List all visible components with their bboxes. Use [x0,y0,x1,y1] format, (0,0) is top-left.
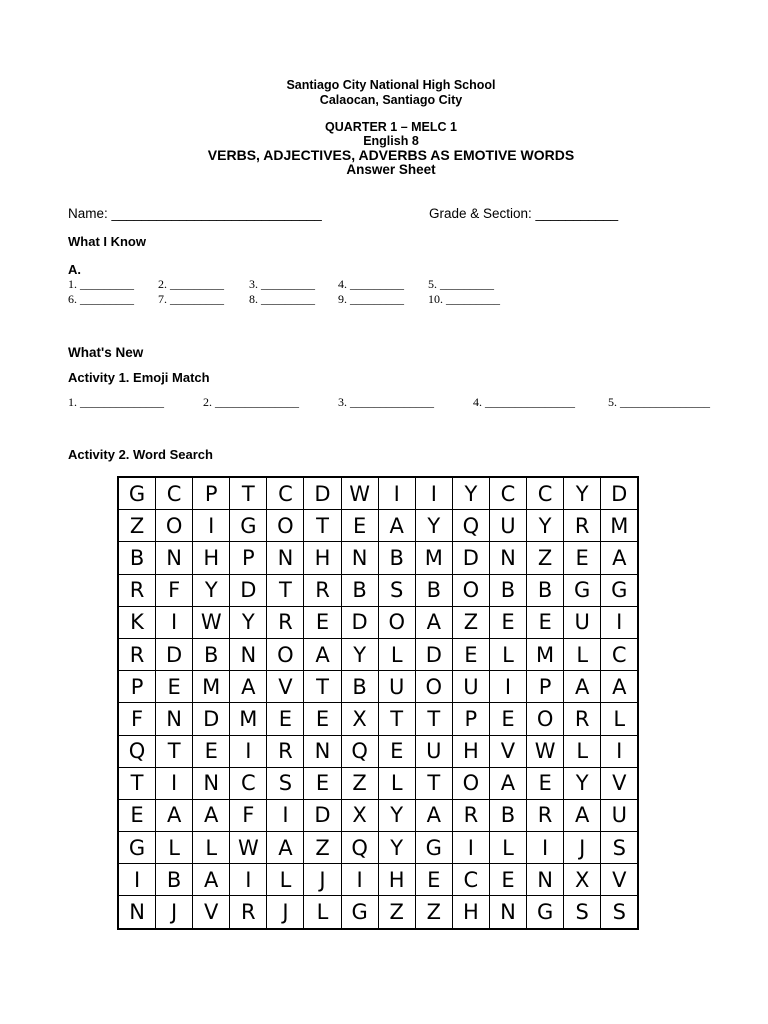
document-title: VERBS, ADJECTIVES, ADVERBS AS EMOTIVE WORDS [207,147,575,163]
grid-cell[interactable]: N [304,735,341,767]
grid-cell[interactable]: A [601,542,639,574]
grid-cell[interactable]: B [156,864,193,896]
grid-cell[interactable]: E [489,606,526,638]
grid-cell[interactable]: R [118,638,156,670]
grid-cell[interactable]: G [118,832,156,864]
quarter-header [0,120,768,148]
grid-cell[interactable]: F [118,703,156,735]
grid-cell[interactable]: E [304,767,341,799]
grid-cell[interactable]: Q [341,735,378,767]
grid-cell[interactable]: L [564,735,601,767]
grid-row [118,606,638,638]
grid-cell[interactable]: S [601,832,639,864]
grid-cell[interactable]: V [601,767,639,799]
grid-cell[interactable]: U [378,671,415,703]
grid-cell[interactable]: Z [341,767,378,799]
grid-cell[interactable]: T [304,671,341,703]
grid-cell[interactable]: S [267,767,304,799]
grid-cell[interactable]: I [341,864,378,896]
grid-cell[interactable]: T [118,767,156,799]
grid-cell[interactable]: O [267,638,304,670]
grid-cell[interactable]: E [267,703,304,735]
answer-blank-7: 7. _________ [158,292,224,306]
grid-cell[interactable]: J [267,896,304,929]
grid-cell[interactable]: Y [378,799,415,831]
grid-cell[interactable]: X [341,799,378,831]
grid-row [118,735,638,767]
grid-cell[interactable]: B [193,638,230,670]
answer-row-1 [68,277,494,292]
grid-cell[interactable]: B [489,574,526,606]
name-field: Name: ____________________________ [68,206,322,221]
grid-cell[interactable]: G [601,574,639,606]
answer-blank-3: 3. _________ [249,277,315,291]
grid-row [118,574,638,606]
grid-cell[interactable]: S [601,896,639,929]
grid-cell[interactable]: E [415,864,452,896]
grid-cell[interactable]: Y [378,832,415,864]
grid-cell[interactable]: X [341,703,378,735]
grid-cell[interactable]: Q [452,510,489,542]
grid-cell[interactable]: A [193,864,230,896]
grid-cell[interactable]: O [378,606,415,638]
grid-row [118,832,638,864]
grid-cell[interactable]: I [378,477,415,510]
grid-cell[interactable]: O [267,510,304,542]
grid-cell[interactable]: E [527,767,564,799]
grid-cell[interactable]: N [230,638,267,670]
grid-cell[interactable]: F [230,799,267,831]
subject-label: English 8 [363,134,419,148]
quarter-label: QUARTER 1 – MELC 1 [325,120,457,134]
grid-cell[interactable]: T [230,477,267,510]
grid-cell[interactable]: R [267,606,304,638]
answer-blank-1: 1. _________ [68,277,134,291]
grid-cell[interactable]: A [564,671,601,703]
grid-cell[interactable]: C [601,638,639,670]
grid-cell[interactable]: G [118,477,156,510]
grid-row [118,671,638,703]
answer-row-2 [68,292,500,307]
grid-cell[interactable]: V [601,864,639,896]
school-name: Santiago City National High School [286,78,496,92]
grid-cell[interactable]: P [527,671,564,703]
grid-cell[interactable]: R [527,799,564,831]
grid-cell[interactable]: I [489,671,526,703]
grid-cell[interactable]: I [230,735,267,767]
grid-cell[interactable]: L [564,638,601,670]
grid-cell[interactable]: E [341,510,378,542]
grid-cell[interactable]: Z [304,832,341,864]
grid-cell[interactable]: B [341,574,378,606]
grid-cell[interactable]: I [156,606,193,638]
grid-cell[interactable]: Y [527,510,564,542]
grid-cell[interactable]: A [193,799,230,831]
grid-cell[interactable]: Z [378,896,415,929]
grid-cell[interactable]: E [193,735,230,767]
grid-cell[interactable]: D [193,703,230,735]
grid-cell[interactable]: L [267,864,304,896]
grid-cell[interactable]: A [415,799,452,831]
grid-cell[interactable]: D [156,638,193,670]
grid-cell[interactable]: C [452,864,489,896]
grid-cell[interactable]: L [304,896,341,929]
grid-cell[interactable]: W [341,477,378,510]
grid-cell[interactable]: T [156,735,193,767]
grid-cell[interactable]: C [230,767,267,799]
grid-cell[interactable]: R [452,799,489,831]
grid-cell[interactable]: R [267,735,304,767]
grid-cell[interactable]: Z [452,606,489,638]
grid-cell[interactable]: M [527,638,564,670]
grid-cell[interactable]: V [193,896,230,929]
grid-cell[interactable]: T [415,767,452,799]
grid-cell[interactable]: Z [118,510,156,542]
grid-cell[interactable]: B [378,542,415,574]
school-header [0,78,768,108]
grid-row [118,799,638,831]
school-address: Calaocan, Santiago City [319,93,463,107]
grid-cell[interactable]: E [304,606,341,638]
grid-cell[interactable]: I [601,606,639,638]
grid-cell[interactable]: W [527,735,564,767]
grid-cell[interactable]: Y [415,510,452,542]
grid-cell[interactable]: N [156,542,193,574]
grid-cell[interactable]: B [415,574,452,606]
grid-cell[interactable]: T [415,703,452,735]
grid-cell[interactable]: N [118,896,156,929]
grid-cell[interactable]: E [489,864,526,896]
grid-cell[interactable]: E [489,703,526,735]
what-i-know-heading: What I Know [68,234,146,249]
activity-2-title: Activity 2. Word Search [68,447,213,462]
document-subtitle: Answer Sheet [346,162,436,177]
grid-cell[interactable]: V [489,735,526,767]
grid-cell[interactable]: L [378,767,415,799]
grid-cell[interactable]: P [452,703,489,735]
grid-cell[interactable]: L [601,703,639,735]
grid-cell[interactable]: N [156,703,193,735]
grid-cell[interactable]: H [304,542,341,574]
grid-cell[interactable]: Y [230,606,267,638]
grid-cell[interactable]: U [452,671,489,703]
word-search-grid [117,476,639,930]
grid-cell[interactable]: L [489,638,526,670]
grid-cell[interactable]: M [230,703,267,735]
grid-cell[interactable]: J [304,864,341,896]
grid-cell[interactable]: T [378,703,415,735]
answer-blank-6: 6. _________ [68,292,134,306]
grid-row [118,542,638,574]
grid-cell[interactable]: S [564,896,601,929]
grid-cell[interactable]: I [452,832,489,864]
grid-cell[interactable]: P [230,542,267,574]
grid-cell[interactable]: I [601,735,639,767]
grid-cell[interactable]: M [601,510,639,542]
grid-cell[interactable]: A [230,671,267,703]
grid-cell[interactable]: D [341,606,378,638]
grid-cell[interactable]: R [564,703,601,735]
grid-row [118,510,638,542]
grid-cell[interactable]: X [564,864,601,896]
grid-cell[interactable]: I [156,767,193,799]
whats-new-heading: What's New [68,345,144,360]
grid-cell[interactable]: G [341,896,378,929]
grid-cell[interactable]: A [601,671,639,703]
emoji-blank-2: 2. ______________ [203,395,299,409]
grid-cell[interactable]: I [527,832,564,864]
grid-cell[interactable]: N [489,896,526,929]
grid-cell[interactable]: W [193,606,230,638]
grid-cell[interactable]: D [452,542,489,574]
grid-cell[interactable]: E [304,703,341,735]
answer-blank-4: 4. _________ [338,277,404,291]
grid-cell[interactable]: U [601,799,639,831]
grid-cell[interactable]: I [193,510,230,542]
grid-cell[interactable]: N [341,542,378,574]
grid-cell[interactable]: I [267,799,304,831]
grid-cell[interactable]: P [193,477,230,510]
grid-cell[interactable]: J [564,832,601,864]
grid-cell[interactable]: H [378,864,415,896]
grid-cell[interactable]: B [527,574,564,606]
grid-cell[interactable]: G [564,574,601,606]
grid-cell[interactable]: D [415,638,452,670]
grid-cell[interactable]: D [601,477,639,510]
grid-cell[interactable]: O [452,574,489,606]
grid-cell[interactable]: Y [193,574,230,606]
emoji-match-row [68,395,710,410]
grid-cell[interactable]: A [156,799,193,831]
grid-cell[interactable]: R [304,574,341,606]
activity-1-title: Activity 1. Emoji Match [68,370,210,385]
grid-cell[interactable]: E [156,671,193,703]
grid-cell[interactable]: D [230,574,267,606]
grid-cell[interactable]: A [304,638,341,670]
grid-cell[interactable]: C [156,477,193,510]
grid-cell[interactable]: Y [564,477,601,510]
grid-cell[interactable]: A [489,767,526,799]
grid-cell[interactable]: R [230,896,267,929]
grid-cell[interactable]: N [489,542,526,574]
part-a-label: A. [68,262,81,277]
grid-cell[interactable]: Z [527,542,564,574]
grid-cell[interactable]: E [118,799,156,831]
grid-cell[interactable]: L [193,832,230,864]
grid-cell[interactable]: D [304,477,341,510]
answer-blank-8: 8. _________ [249,292,315,306]
grid-cell[interactable]: N [527,864,564,896]
grid-cell[interactable]: H [193,542,230,574]
grid-cell[interactable]: G [415,832,452,864]
grid-cell[interactable]: A [267,832,304,864]
grid-cell[interactable]: C [527,477,564,510]
grid-cell[interactable]: G [527,896,564,929]
emoji-blank-4: 4. _______________ [473,395,575,409]
grid-cell[interactable]: I [230,864,267,896]
emoji-blank-1: 1. ______________ [68,395,164,409]
grid-cell[interactable]: E [452,638,489,670]
grid-cell[interactable]: B [489,799,526,831]
grid-cell[interactable]: I [118,864,156,896]
grid-cell[interactable]: G [230,510,267,542]
grid-row [118,767,638,799]
grid-cell[interactable]: M [415,542,452,574]
grid-cell[interactable]: L [156,832,193,864]
grid-cell[interactable]: Y [564,767,601,799]
grid-cell[interactable]: H [452,896,489,929]
grid-cell[interactable]: Y [452,477,489,510]
grid-cell[interactable]: R [118,574,156,606]
answer-blank-10: 10. _________ [428,292,500,306]
grid-cell[interactable]: T [267,574,304,606]
grid-cell[interactable]: Z [415,896,452,929]
grid-cell[interactable]: O [156,510,193,542]
grid-cell[interactable]: E [378,735,415,767]
grid-cell[interactable]: I [415,477,452,510]
grade-section-field: Grade & Section: ___________ [429,206,619,221]
grid-cell[interactable]: H [452,735,489,767]
grid-cell[interactable]: A [564,799,601,831]
grid-cell[interactable]: U [564,606,601,638]
answer-blank-9: 9. _________ [338,292,404,306]
grid-row [118,477,638,510]
grid-cell[interactable]: B [118,542,156,574]
grid-cell[interactable]: N [267,542,304,574]
grid-cell[interactable]: R [564,510,601,542]
grid-cell[interactable]: K [118,606,156,638]
grid-cell[interactable]: P [118,671,156,703]
grid-cell[interactable]: Q [341,832,378,864]
grid-cell[interactable]: B [341,671,378,703]
grid-cell[interactable]: F [156,574,193,606]
grid-cell[interactable]: M [193,671,230,703]
grid-cell[interactable]: T [304,510,341,542]
grid-cell[interactable]: C [267,477,304,510]
grid-cell[interactable]: V [267,671,304,703]
grid-cell[interactable]: A [378,510,415,542]
grid-cell[interactable]: E [527,606,564,638]
grid-cell[interactable]: E [564,542,601,574]
answer-blank-5: 5. _________ [428,277,494,291]
grid-cell[interactable]: C [489,477,526,510]
grid-cell[interactable]: N [193,767,230,799]
grid-cell[interactable]: U [489,510,526,542]
grid-cell[interactable]: O [527,703,564,735]
grid-cell[interactable]: Y [341,638,378,670]
grid-cell[interactable]: O [415,671,452,703]
grid-cell[interactable]: J [156,896,193,929]
grid-row [118,638,638,670]
answer-blank-2: 2. _________ [158,277,224,291]
grid-cell[interactable]: U [415,735,452,767]
grid-cell[interactable]: D [304,799,341,831]
grid-row [118,864,638,896]
grid-row [118,896,638,929]
grid-cell[interactable]: S [378,574,415,606]
grid-cell[interactable]: A [415,606,452,638]
grid-cell[interactable]: Q [118,735,156,767]
grid-cell[interactable]: W [230,832,267,864]
emoji-blank-5: 5. _______________ [608,395,710,409]
grid-cell[interactable]: L [378,638,415,670]
grid-cell[interactable]: L [489,832,526,864]
grid-row [118,703,638,735]
grid-cell[interactable]: O [452,767,489,799]
emoji-blank-3: 3. ______________ [338,395,434,409]
